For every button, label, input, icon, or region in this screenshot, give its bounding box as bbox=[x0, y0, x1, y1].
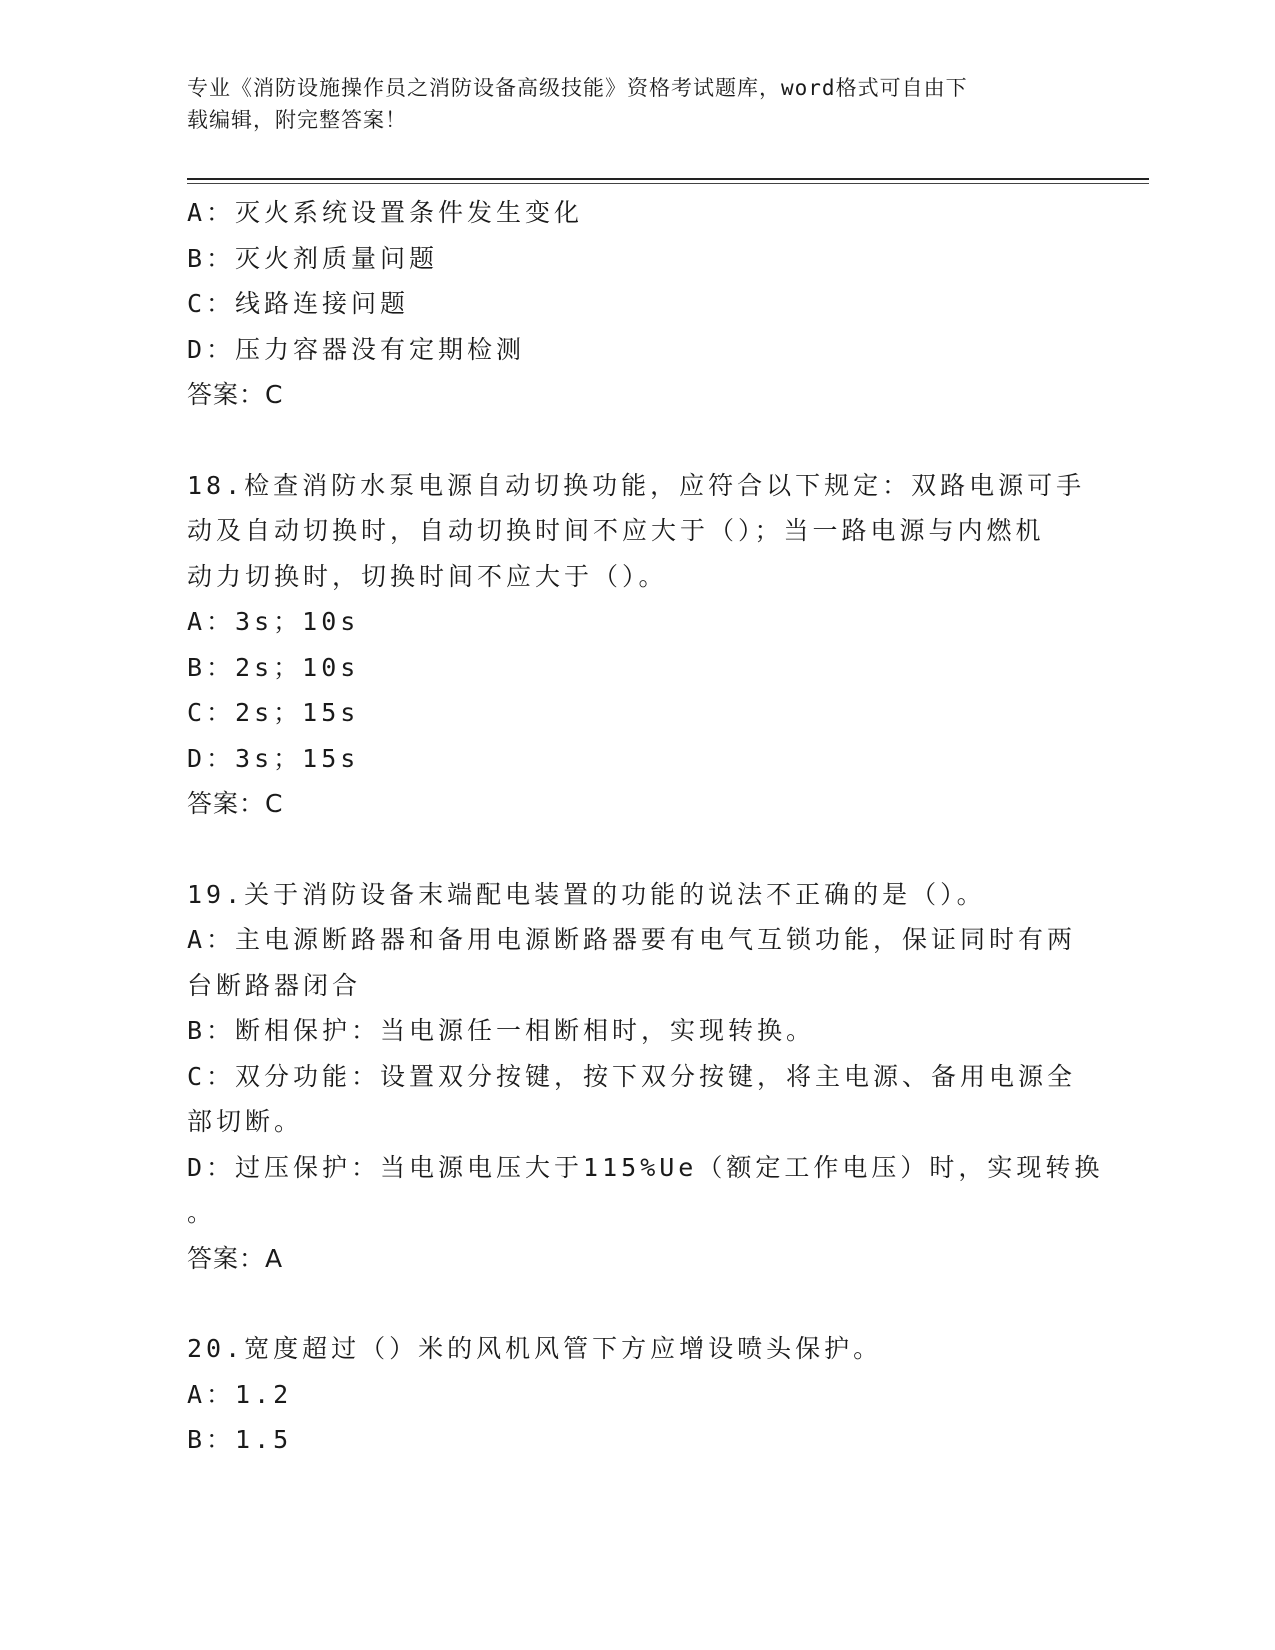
header-line-2: 载编辑，附完整答案！ bbox=[187, 108, 407, 132]
option-c: C：线路连接问题 bbox=[187, 289, 410, 318]
option-c-continued: 部切断。 bbox=[187, 1107, 304, 1136]
question-20 bbox=[187, 1326, 1067, 1463]
option-b: B：2s；10s bbox=[187, 652, 360, 682]
header-rule-thin bbox=[187, 183, 1149, 184]
question-19 bbox=[187, 872, 1104, 1282]
question-stem-line: 动及自动切换时，自动切换时间不应大于（）；当一路电源与内燃机 bbox=[187, 516, 1045, 545]
option-a: A：灭火系统设置条件发生变化 bbox=[187, 198, 584, 227]
option-b: B：断相保护：当电源任一相断相时，实现转换。 bbox=[187, 1016, 816, 1045]
option-a: A：主电源断路器和备用电源断路器要有电气互锁功能，保证同时有两 bbox=[187, 925, 1077, 954]
option-a: A：3s；10s bbox=[187, 607, 360, 636]
option-d: D：压力容器没有定期检测 bbox=[187, 334, 526, 364]
document-header bbox=[187, 72, 1067, 136]
header-line-1: 专业《消防设施操作员之消防设备高级技能》资格考试题库，word格式可自由下 bbox=[187, 76, 968, 100]
question-18 bbox=[187, 463, 1086, 827]
option-d-continued: 。 bbox=[187, 1198, 217, 1227]
option-a: A：1.2 bbox=[187, 1379, 293, 1409]
question-list bbox=[187, 190, 1104, 1463]
option-a-continued: 台断路器闭合 bbox=[187, 970, 362, 1000]
question-stem-line: 动力切换时，切换时间不应大于（）。 bbox=[187, 561, 668, 591]
question-stem: 20.宽度超过（）米的风机风管下方应增设喷头保护。 bbox=[187, 1334, 883, 1363]
option-d: D：过压保护：当电源电压大于115%Ue（额定工作电压）时，实现转换 bbox=[187, 1152, 1104, 1182]
question-17 bbox=[187, 190, 1067, 418]
option-c: C：双分功能：设置双分按键，按下双分按键，将主电源、备用电源全 bbox=[187, 1061, 1077, 1091]
question-stem-line: 18.检查消防水泵电源自动切换功能，应符合以下规定：双路电源可手 bbox=[187, 470, 1086, 500]
option-d: D：3s；15s bbox=[187, 743, 360, 773]
spacer bbox=[187, 418, 1067, 463]
spacer bbox=[187, 1281, 1067, 1326]
option-b: B：1.5 bbox=[187, 1425, 293, 1454]
header-rule-thick bbox=[187, 178, 1149, 180]
answer: 答案：C bbox=[187, 380, 284, 409]
option-c: C：2s；15s bbox=[187, 698, 360, 727]
answer: 答案：C bbox=[187, 789, 284, 818]
question-stem: 19.关于消防设备末端配电装置的功能的说法不正确的是（）。 bbox=[187, 879, 986, 909]
spacer bbox=[187, 827, 1067, 872]
option-b: B：灭火剂质量问题 bbox=[187, 243, 439, 273]
answer: 答案：A bbox=[187, 1243, 284, 1273]
